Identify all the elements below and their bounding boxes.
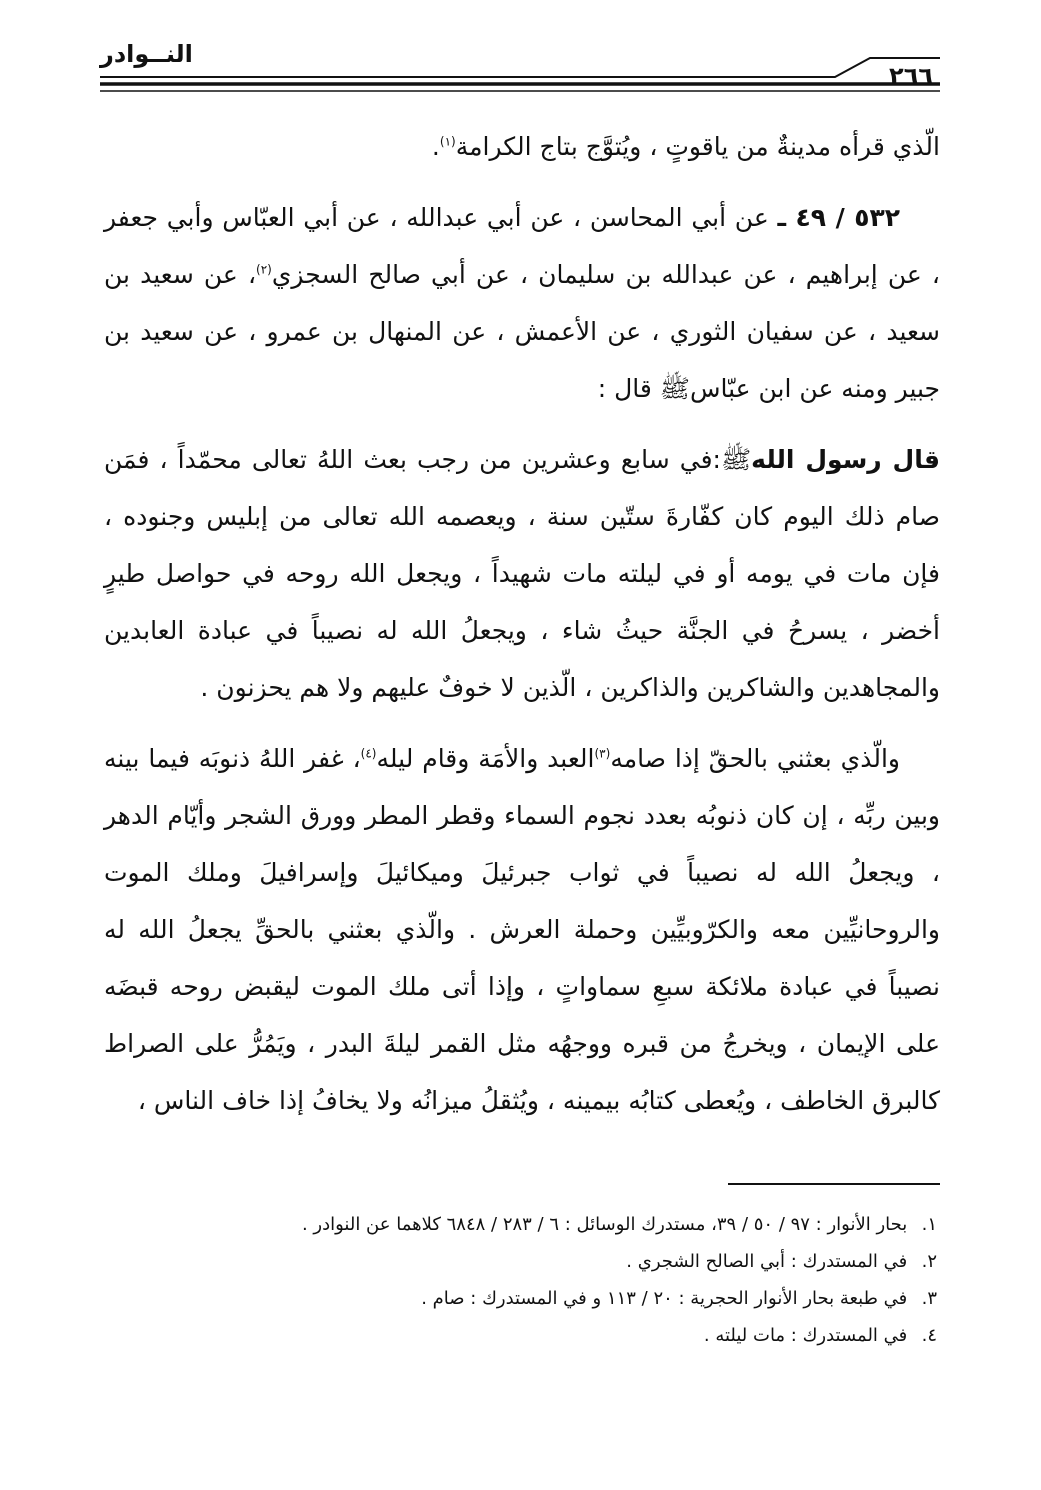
footnote-ref: (٢)	[256, 262, 272, 277]
chain-text-1: عن أبي المحاسن ، عن أبي عبدالله ، عن أبي العبّاس وأبي جعفر ، عن إبراهيم ، عن عبدالله بن سليمان ، عن أبي صالح السجزي	[104, 203, 940, 289]
honorific-glyph: ﷺ	[659, 374, 690, 403]
footnote-2	[117, 1243, 937, 1280]
footnote-ref: (٤)	[360, 746, 377, 761]
footnote-number: ٣.	[921, 1288, 937, 1309]
paragraph-text-1: والّذي بعثني بالحقّ إذا صامه	[610, 744, 900, 773]
footnote-text: في المستدرك : أبي الصالح الشجري .	[626, 1251, 908, 1272]
paragraph-text-3: ، غفر اللهُ ذنوبَه فيما بينه وبين ربِّه ، إن كان ذنوبُه بعدد نجوم السماء وقطر المطر وورق الشجر وأيّام الدهر ، ويجعلُ الله له نصيباً في ثواب جبرئيلَ وميكائيلَ وإسرافيلَ وملك الموت والروحانيِّين معه والكرّوبيِّين وحملة العرش . والّذي بعثني بالحقِّ يجعلُ الله له نصيباً في عبادة ملائكة سبعِ سماواتٍ ، وإذا أتى ملك الموت ليقبض روحه قبضَه على الإيمان ، ويخرجُ من قبره ووجهُه مثل القمر ليلةَ البدر ، ويَمُرُّ على الصراط كالبرق الخاطف ، ويُعطى كتابُه بيمينه ، ويُثقلُ ميزانُه ولا يخافُ إذا خاف الناس ،	[104, 744, 940, 1115]
footnote-ref: (١)	[439, 134, 456, 149]
salawat-glyph: ﷺ	[720, 445, 752, 474]
hadith-text: :في سابع وعشرين من رجب بعث اللهُ تعالى محمّداً ، فمَن صام ذلك اليوم كان كفّارةَ ستّين سنة ، ويعصمه الله تعالى من إبليس وجنوده ، فإن مات في يومه أو في ليلته مات شهيداً ، ويجعل الله روحه في حواصل طيرٍ أخضر ، يسرحُ في الجنَّة حيثُ شاء ، ويجعلُ الله له نصيباً في عبادة العابدين والمجاهدين والشاكرين والذاكرين ، الّذين لا خوفٌ عليهم ولا هم يحزنون .	[104, 445, 940, 702]
header-rule	[0, 0, 1041, 110]
footnote-ref: (٣)	[594, 746, 611, 761]
body-text	[104, 118, 940, 1129]
page-number: ٢٦٦	[889, 62, 933, 90]
footnotes	[117, 1206, 937, 1354]
footnote-number: ١.	[921, 1214, 937, 1235]
footnote-text: بحار الأنوار : ٩٧ / ٥٠ / ٣٩، مستدرك الوسائل : ٦ / ٢٨٣ / ٦٨٤٨ كلاهما عن النوادر .	[301, 1214, 908, 1235]
chain-text-2: ، عن سعيد بن سعيد ، عن سفيان الثوري ، عن الأعمش ، عن المنهال بن عمرو ، عن سعيد بن جبير ومنه عن ابن عبّاس	[104, 260, 940, 403]
paragraph-continuation	[104, 118, 940, 175]
paragraph-text-2: العبد والأمَة وقام ليله	[376, 744, 595, 773]
hadith-text-paragraph	[104, 431, 940, 716]
footnote-separator	[728, 1183, 940, 1185]
hadith-chain-paragraph	[104, 189, 940, 417]
footnote-4	[117, 1317, 937, 1354]
footnote-1	[117, 1206, 937, 1243]
page-header	[0, 0, 1041, 110]
hadith-number: ٥٣٢ / ٤٩ ـ	[777, 203, 900, 232]
footnote-number: ٢.	[921, 1251, 937, 1272]
footnote-number: ٤.	[921, 1325, 937, 1346]
chain-text-3: قال :	[597, 374, 660, 403]
footnote-3	[117, 1280, 937, 1317]
hadith-continuation-paragraph	[104, 730, 940, 1129]
paragraph-text: الّذي قرأه مدينةٌ من ياقوتٍ ، ويُتوَّج بتاج الكرامة	[455, 132, 940, 161]
footnote-text: في طبعة بحار الأنوار الحجرية : ٢٠ / ١١٣ و في المستدرك : صام .	[421, 1288, 908, 1309]
paragraph-end: .	[431, 132, 440, 161]
speaker-label: قال رسول الله	[751, 445, 940, 474]
footnote-text: في المستدرك : مات ليلته .	[703, 1325, 908, 1346]
running-title: النــوادر	[100, 40, 193, 68]
